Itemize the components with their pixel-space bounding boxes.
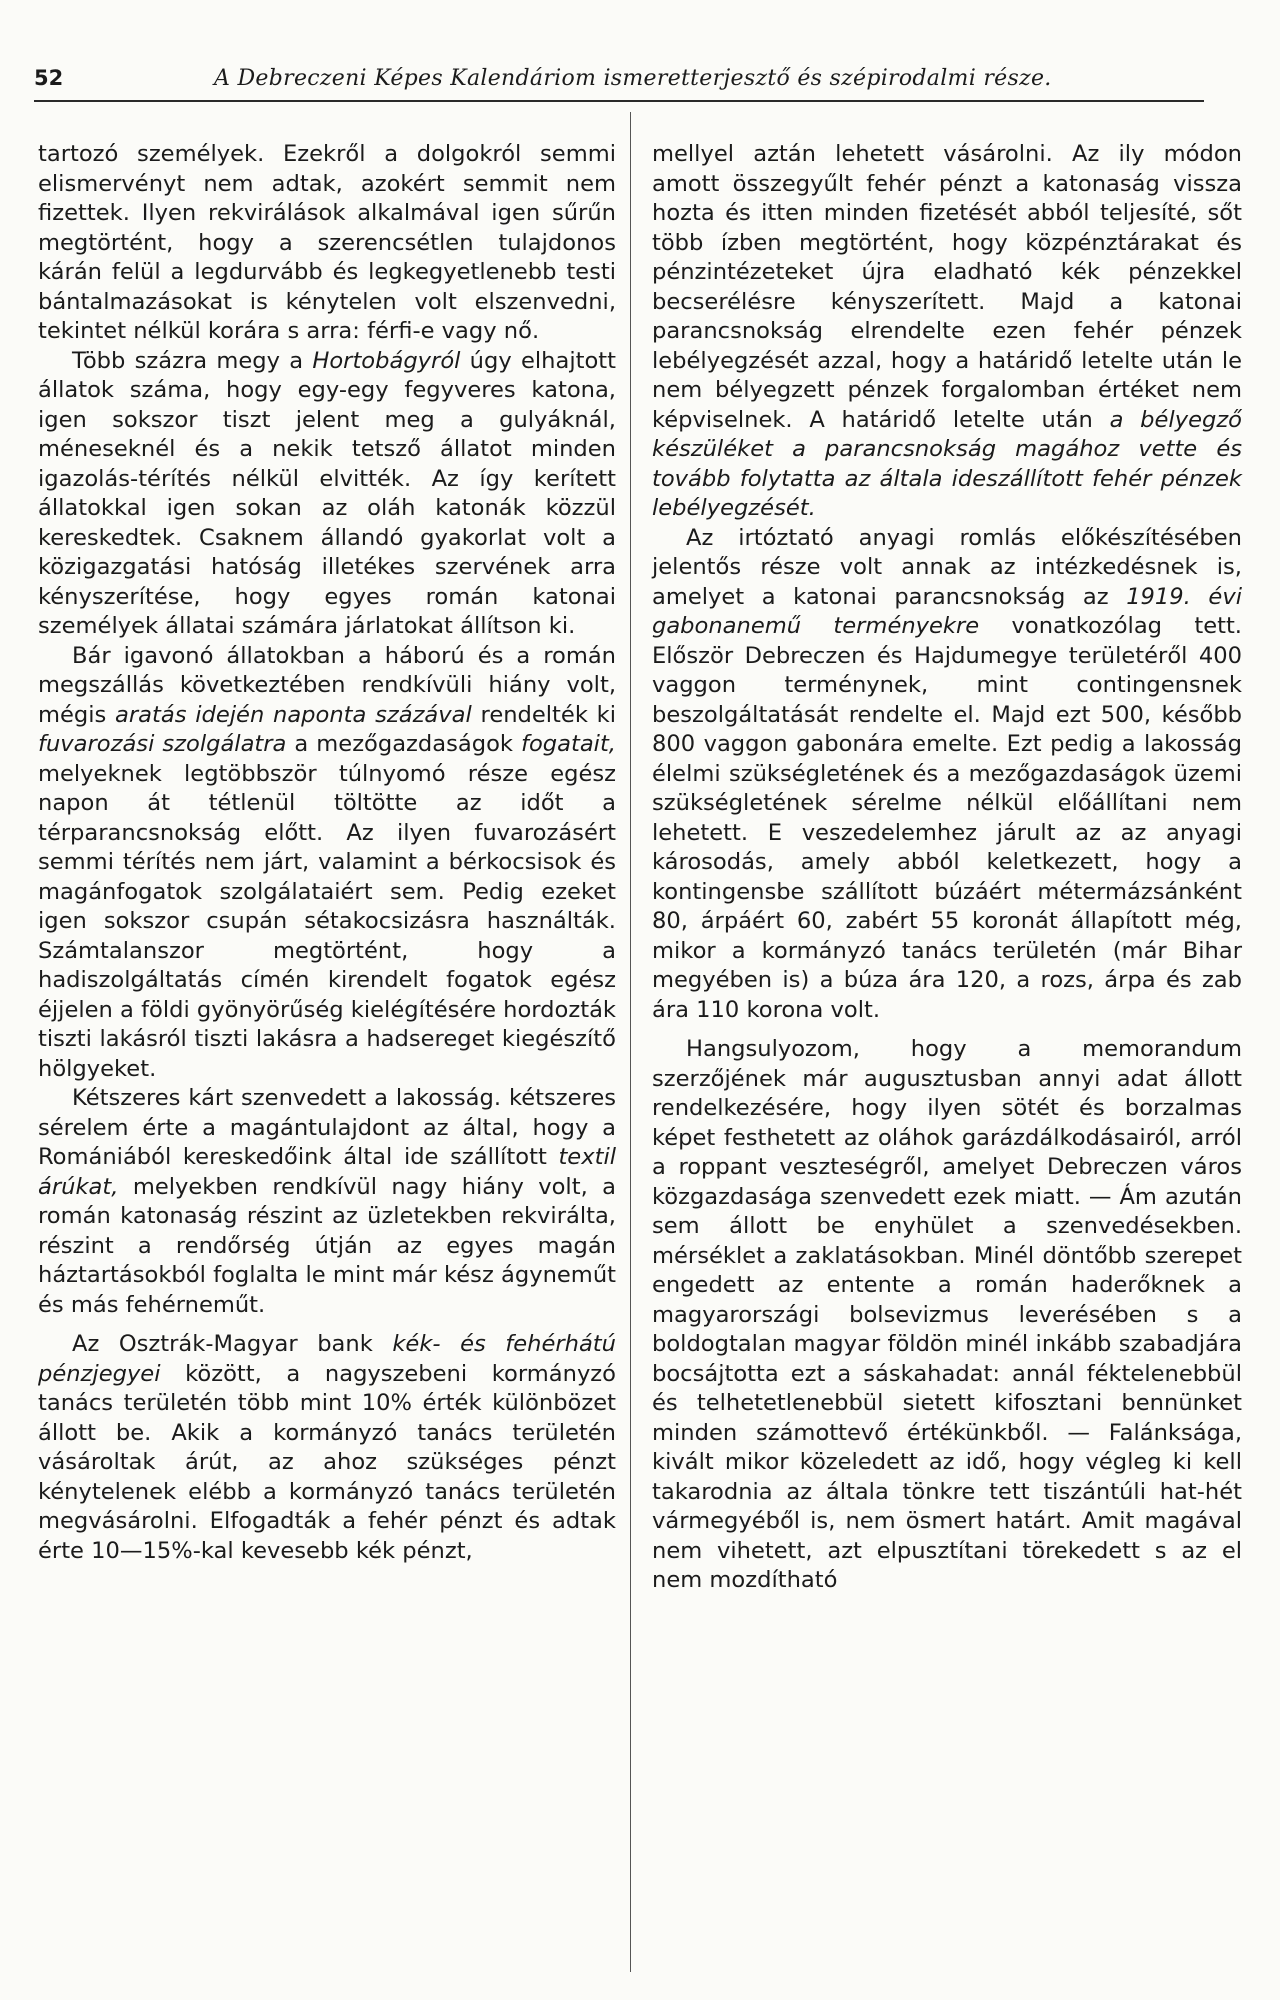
paragraph: Több százra megy a Hortobágyról úgy elhajtott állatok száma, hogy egy-egy fegyveres katona, igen sokszor tiszt jelent meg a gulyáknál, méneseknél és a nekik tetsző állatot minden igazolás-térítés nélkül elvitték. Az így kerített állatokkal igen sokan az oláh katonák közzül kereskedtek. Csaknem állandó gyakorlat volt a közigazgatási hatóság illetékes szervének arra kényszerítése, hogy egyes román katonai személyek állatai számára járlatokat állítson ki. xyxy=(38,347,616,639)
running-title: A Debreczeni Képes Kalendáriom ismeretterjesztő és szépirodalmi része. xyxy=(214,66,1052,91)
paragraph: Kétszeres kárt szenvedett a lakosság. kétszeres sérelem érte a magántulajdont az által, hogy a Romániából kereskedőink által ide szállított textil árúkat, melyekben rendkívül nagy hiány volt, a román katonaság részint az üzletekben rekvirálta, részint a rendőrség útján az egyes magán háztartásokból foglalta le mint már kész ágyneműt és más fehérneműt. xyxy=(38,1085,616,1318)
right-column xyxy=(652,140,1242,1596)
running-header xyxy=(34,60,1204,102)
paragraph: Hangsulyozom, hogy a memorandum szerzőjének már augusztusban annyi adat állott rendelkezésére, hogy ilyen sötét és borzalmas képet festhetett az oláhok garázdálkodásairól, arról a roppant veszteségről, amelyet Debreczen város közgazdasága szenvedett ezek miatt. — Ám azután sem állott be enyhület a szenvedésekben. mérséklet a zaklatásokban. Minél döntőbb szerepet engedett az entente a román haderőknek a magyarországi bolsevizmus leverésében s a boldogtalan magyar földön minél inkább szabadjára bocsájtotta ezt a sáskahadat: annál féktelenebbül és telhetetlenebbül sietett kifosztani bennünket minden számottevő értékünkből. — Falánksága, kivált mikor közeledett az idő, hogy végleg ki kell takarodnia az általa tönkre tett tiszántúli hat-hét vármegyéből is, nem ösmert határt. Amit magával nem vihetett, azt elpusztítani törekedett s az el nem mozdítható xyxy=(652,1036,1242,1593)
paragraph: tartozó személyek. Ezekről a dolgokról semmi elismervényt nem adtak, azokért semmit nem fizettek. Ilyen rekvirálások alkalmával igen sűrűn megtörtént, hogy a szerencsétlen tulajdonos kárán felül a legdurvább és legkegyetlenebb testi bántalmazásokat is kénytelen volt elszenvedni, tekintet nélkül korára s arra: férfi-e vagy nő. xyxy=(38,141,616,344)
paragraph: Az Osztrák-Magyar bank kék- és fehérhátú pénzjegyei között, a nagyszebeni kormányzó tanács területén több mint 10% érték különbözet állott be. Akik a kormányzó tanács területén vásároltak árút, az ahoz szükséges pénzt kénytelenek elébb a kormányzó tanács területén megvásárolni. Elfogadták a fehér pénzt és adtak érte 10—15%-kal kevesebb kék pénzt, xyxy=(38,1331,616,1564)
paragraph: Bár igavonó állatokban a háború és a román megszállás következtében rendkívüli hiány volt, mégis aratás idején naponta százával rendelték ki fuvarozási szolgálatra a mezőgazdaságok fogatait, melyeknek legtöbbször túlnyomó része egész napon át tétlenül töltötte az időt a térparancsnokság előtt. Az ilyen fuvarozásért semmi térítés nem járt, valamint a bérkocsisok és magánfogatok szolgálataiért sem. Pedig ezeket igen sokszor csupán sétakocsizásra használták. Számtalanszor megtörtént, hogy a hadiszolgáltatás címén kirendelt fogatok egész éjjelen a földi gyönyörűség kielégítésére hordozták tiszti lakásról tiszti lakásra a hadsereget kiegészítő hölgyeket. xyxy=(38,642,617,1082)
paragraph: mellyel aztán lehetett vásárolni. Az ily módon amott összegyűlt fehér pénzt a katonaság vissza hozta és itten minden fizetését abból teljesíté, sőt több ízben megtörtént, hogy közpénztárakat és pénzintézeteket újra eladható kék pénzekkel becserélésre kényszerített. Majd a katonai parancsnokság elrendelte ezen fehér pénzek lebélyegzését azzal, hogy a határidő letelte után le nem bélyegzett pénzek forgalomban értéket nem képviselnek. A határidő letelte után a bélyegző készüléket a parancsnokság magához vette és tovább folytatta az általa ideszállított fehér pénzek lebélyegzését. xyxy=(652,141,1242,521)
paragraph: Az irtóztató anyagi romlás előkészítésében jelentős része volt annak az intézkedésnek is, amelyet a katonai parancsnokság az 1919. évi gabonanemű terményekre vonatkozólag tett. Először Debreczen és Hajdumegye területéről 400 vaggon terménynek, mint contingensnek beszolgáltatását rendelte el. Majd ezt 500, később 800 vaggon gabonára emelte. Ezt pedig a lakosság élelmi szükségletének és a mezőgazdaságok üzemi szükségletének sérelme nélkül előállítani nem lehetett. E veszedelemhez járult az az anyagi károsodás, amely abból keletkezett, hogy a kontingensbe szállított búzáért métermázsánként 80, árpáért 60, zabért 55 koronát állapított még, mikor a kormányzó tanács területén (már Bihar megyében is) a búza ára 120, a rozs, árpa és zab ára 110 korona volt. xyxy=(652,524,1242,1023)
page-number: 52 xyxy=(34,66,64,90)
left-column xyxy=(38,140,616,1566)
column-divider xyxy=(630,112,631,1972)
